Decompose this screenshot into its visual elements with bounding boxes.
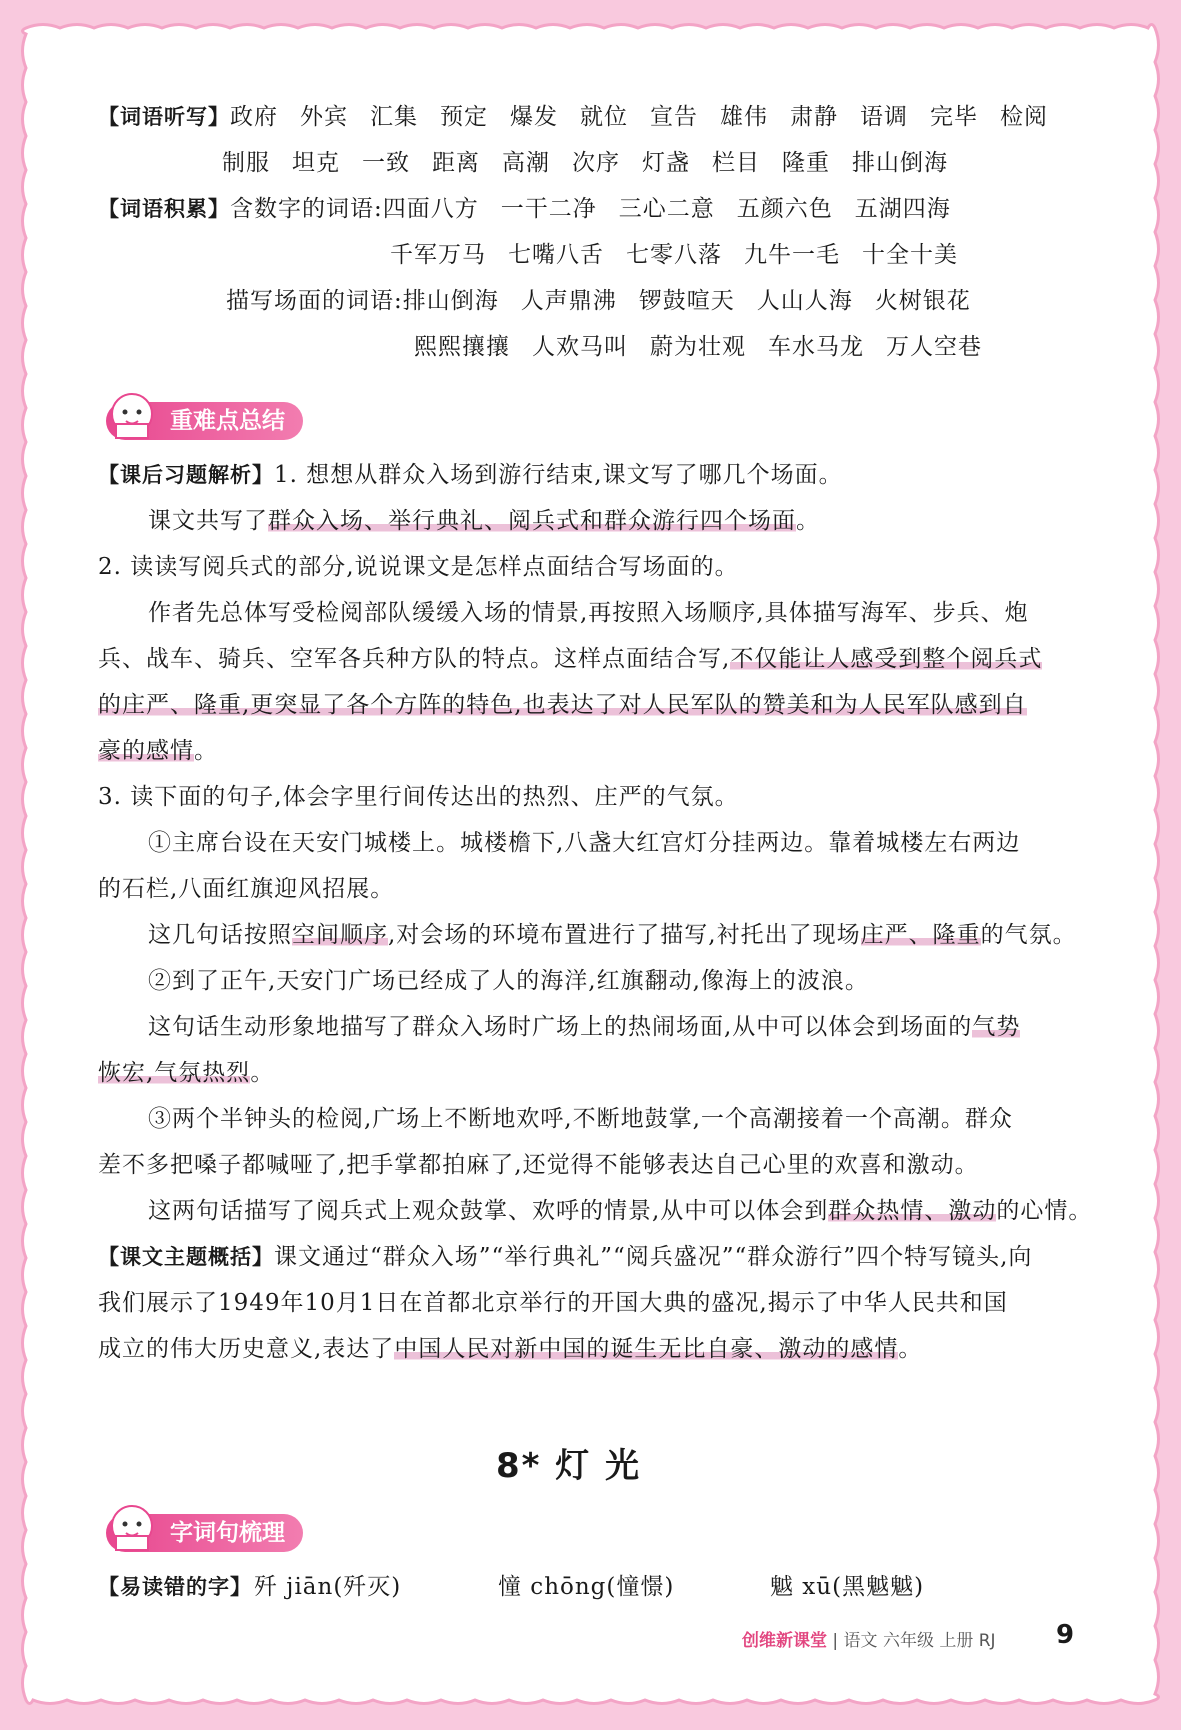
vocab-word: 语调: [860, 104, 908, 130]
vocab-word: 九牛一毛: [744, 242, 840, 268]
misread-item-2: 憧 chōng(憧憬): [498, 1574, 675, 1600]
vocab-word: 汇集: [370, 104, 418, 130]
numbers-words-1: [383, 196, 973, 222]
footer-meta: | 语文 六年级 上册 RJ: [832, 1631, 996, 1651]
vocab-word: 栏目: [712, 150, 760, 176]
theme-text: 课文通过“群众入场”“举行典礼”“阅兵盛况”“群众游行”四个特写镜头,向: [274, 1244, 1033, 1270]
footer-brand: 创维新课堂: [742, 1631, 827, 1651]
section-title: 字词句梳理: [170, 1520, 285, 1546]
highlight-text: 不仅能让人感受到整个阅兵式: [730, 646, 1043, 672]
mascot-icon: [102, 1500, 162, 1556]
answer-text: 课文共写了: [148, 508, 268, 534]
sentence-3-line-2: 差不多把嗓子都喊哑了,把手掌都拍麻了,还觉得不能够表达自己心里的欢喜和激动。: [98, 1152, 979, 1178]
dictation-words-2: [222, 150, 970, 176]
vocab-word: 政府: [230, 104, 278, 130]
answer-text: 兵、战车、骑兵、空军各兵种方队的特点。这样点面结合写,: [98, 646, 731, 672]
vocab-word: 万人空巷: [886, 334, 982, 360]
vocab-word: 蔚为壮观: [650, 334, 746, 360]
section-banner-key-points: [106, 402, 303, 440]
comment-3: [148, 1196, 1092, 1226]
vocab-word: 一干二净: [500, 196, 597, 222]
answer-text: 。: [796, 508, 820, 534]
answer-2-line-3: [98, 690, 1027, 720]
misread-label: 【易读错的字】: [98, 1575, 252, 1599]
vocab-word: 坦克: [292, 150, 340, 176]
dictation-label: 【词语听写】: [98, 105, 230, 129]
highlight-text: 恢宏,气氛热烈: [98, 1060, 251, 1086]
vocab-word: 千军万马: [390, 242, 486, 268]
page-number: 9: [1056, 1620, 1075, 1650]
vocab-word: 人声鼎沸: [520, 288, 617, 314]
vocab-word: 雄伟: [720, 104, 768, 130]
scene-words-2: [414, 334, 1004, 360]
vocab-word: 人山人海: [756, 288, 853, 314]
numbers-label: 含数字的词语:: [230, 196, 383, 222]
vocab-word: 爆发: [510, 104, 558, 130]
vocab-word: 预定: [440, 104, 488, 130]
answer-text: 的气氛。: [980, 922, 1077, 948]
mascot-icon: [102, 388, 162, 444]
vocab-word: 肃静: [790, 104, 838, 130]
exercise-q1: [98, 460, 843, 490]
vocab-word: 人欢马叫: [532, 334, 628, 360]
vocab-word: 制服: [222, 150, 270, 176]
question-3: 3. 读下面的句子,体会字里行间传达出的热烈、庄严的气氛。: [98, 784, 739, 810]
vocab-word: 完毕: [930, 104, 978, 130]
vocab-word: 排山倒海: [852, 150, 948, 176]
vocab-word: 五湖四海: [854, 196, 951, 222]
answer-text: 这两句话描写了阅兵式上观众鼓掌、欢呼的情景,从中可以体会到: [148, 1198, 829, 1224]
question-1: 1. 想想从群众入场到游行结束,课文写了哪几个场面。: [274, 462, 843, 488]
highlight-text: 的庄严、隆重,更突显了各个方阵的特色,也表达了对人民军队的赞美和为人民军队感到自: [98, 692, 1027, 718]
accumulation-row-1: [98, 194, 973, 224]
exercise-a1: [148, 506, 820, 536]
vocab-word: 隆重: [782, 150, 830, 176]
numbers-words-2: [390, 242, 980, 268]
vocab-word: 锣鼓喧天: [638, 288, 735, 314]
question-2: 2. 读读写阅兵式的部分,说说课文是怎样点面结合写场面的。: [98, 554, 739, 580]
vocab-word: 排山倒海: [402, 288, 499, 314]
comment-2-line-2: [98, 1058, 274, 1088]
vocab-word: 距离: [432, 150, 480, 176]
vocab-word: 就位: [580, 104, 628, 130]
page-content: [44, 60, 1129, 1678]
misread-item-3: 魆 xū(黑魆魆): [770, 1574, 925, 1600]
answer-2-line-1: 作者先总体写受检阅部队缓缓入场的情景,再按照入场顺序,具体描写海军、步兵、炮: [148, 600, 1029, 626]
answer-text: 这句话生动形象地描写了群众入场时广场上的热闹场面,从中可以体会到场面的: [148, 1014, 973, 1040]
vocab-word: 三心二意: [618, 196, 715, 222]
vocab-word: 高潮: [502, 150, 550, 176]
dictation-row-1: [98, 102, 1070, 132]
sentence-1-line-2: 的石栏,八面红旗迎风招展。: [98, 876, 395, 902]
vocab-word: 七零八落: [626, 242, 722, 268]
sentence-2: ②到了正午,天安门广场已经成了人的海洋,红旗翻动,像海上的波浪。: [148, 968, 869, 994]
vocab-word: 五颜六色: [736, 196, 833, 222]
answer-text: 这几句话按照: [148, 922, 292, 948]
answer-text: ,对会场的环境布置进行了描写,衬托出了现场: [388, 922, 861, 948]
vocab-word: 十全十美: [862, 242, 958, 268]
vocab-word: 次序: [572, 150, 620, 176]
highlight-text: 庄严、隆重: [860, 922, 981, 948]
comment-1: [148, 920, 1077, 950]
dictation-words-1: [230, 104, 1070, 130]
theme-line-1: [98, 1242, 1032, 1272]
vocab-word: 一致: [362, 150, 410, 176]
scene-words-1: [403, 288, 993, 314]
theme-text: 成立的伟大历史意义,表达了: [98, 1336, 395, 1362]
vocab-word: 七嘴八舌: [508, 242, 604, 268]
misread-item-1: 歼 jiān(歼灭): [254, 1574, 402, 1600]
vocab-word: 灯盏: [642, 150, 690, 176]
accumulation-row-2: [390, 240, 980, 270]
vocab-word: 熙熙攘攘: [414, 334, 510, 360]
scene-row-2: [414, 332, 1004, 362]
vocab-word: 车水马龙: [768, 334, 864, 360]
highlight-text: 空间顺序: [292, 922, 388, 948]
theme-line-2: 我们展示了1949年10月1日在首都北京举行的开国大典的盛况,揭示了中华人民共和国: [98, 1290, 1008, 1316]
exercise-label: 【课后习题解析】: [98, 463, 274, 487]
sentence-3-line-1: ③两个半钟头的检阅,广场上不断地欢呼,不断地鼓掌,一个高潮接着一个高潮。群众: [148, 1106, 1013, 1132]
dictation-row-2: [222, 148, 970, 178]
answer-text: 。: [250, 1060, 275, 1086]
comment-2-line-1: [148, 1012, 1020, 1042]
answer-text: 。: [194, 738, 218, 764]
footer-info: [742, 1626, 996, 1651]
vocab-word: 外宾: [300, 104, 348, 130]
sentence-1-line-1: ①主席台设在天安门城楼上。城楼檐下,八盏大红宫灯分挂两边。靠着城楼左右两边: [148, 830, 1021, 856]
answer-text: 的心情。: [996, 1198, 1093, 1224]
highlight-text: 群众热情、激动: [828, 1198, 997, 1224]
highlight-text: 中国人民对新中国的诞生无比自豪、激动的感情: [394, 1336, 899, 1362]
answer-2-line-4: [98, 736, 218, 766]
scene-label: 描写场面的词语:: [226, 288, 403, 314]
highlight-text: 豪的感情: [98, 738, 194, 764]
section-banner-words: [106, 1514, 303, 1552]
vocab-word: 宣告: [650, 104, 698, 130]
vocab-word: 检阅: [1000, 104, 1048, 130]
theme-text: 。: [898, 1336, 923, 1362]
theme-label: 【课文主题概括】: [98, 1245, 274, 1269]
lesson-title: 8* 灯 光: [496, 1446, 642, 1486]
answer-2-line-2: [98, 644, 1042, 674]
highlight-text: 群众入场、举行典礼、阅兵式和群众游行四个场面: [268, 508, 796, 534]
accumulation-label: 【词语积累】: [98, 197, 230, 221]
vocab-word: 四面八方: [382, 196, 479, 222]
section-title: 重难点总结: [170, 408, 285, 434]
scene-row-1: [226, 286, 993, 316]
theme-line-3: [98, 1334, 922, 1364]
highlight-text: 气势: [972, 1014, 1021, 1040]
misread-row: [98, 1572, 252, 1602]
vocab-word: 火树银花: [874, 288, 971, 314]
